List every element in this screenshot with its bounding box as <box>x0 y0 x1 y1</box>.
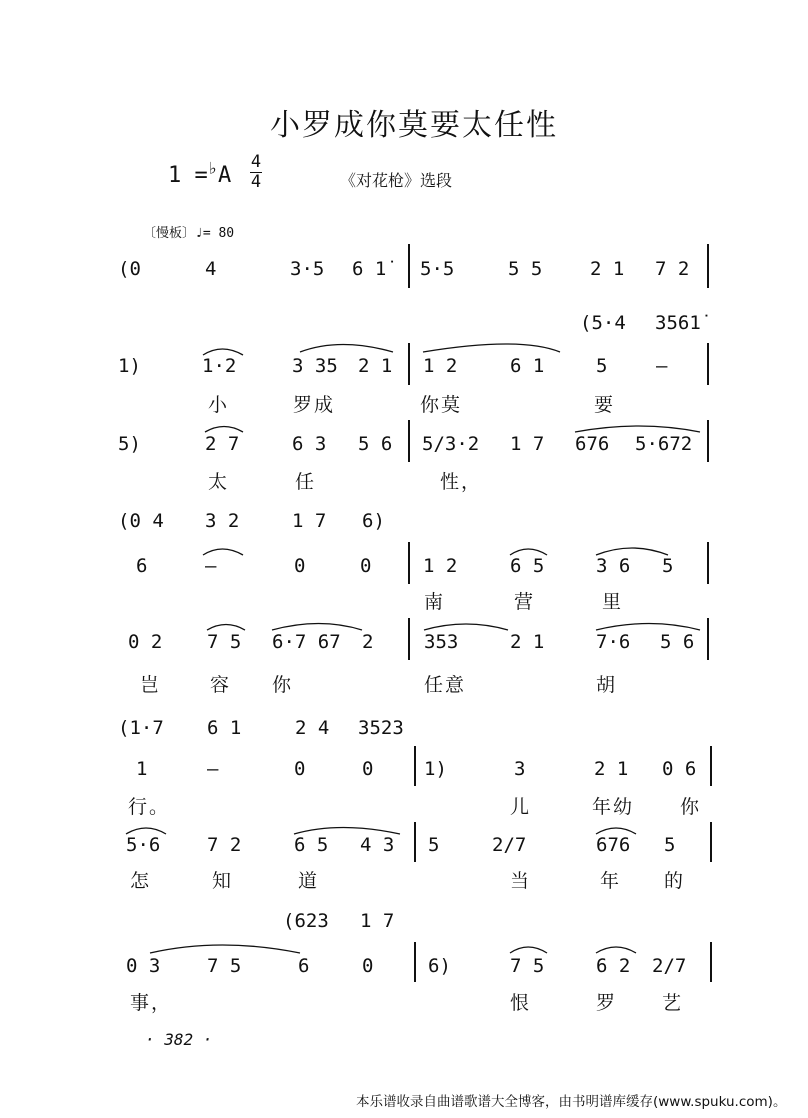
note: 2 1 <box>590 258 625 280</box>
note: 2/7 <box>492 834 527 856</box>
lyric: 营 <box>514 591 536 613</box>
note: 6·7 67 <box>272 631 341 653</box>
key-tonic: A <box>218 163 232 188</box>
lyric: 恨 <box>510 992 532 1014</box>
lyric: 道 <box>298 870 320 892</box>
note: 0 <box>294 758 306 780</box>
note: 6 1 <box>207 717 242 739</box>
note: 1·2 <box>202 355 237 377</box>
lyric: 儿 <box>510 796 532 818</box>
note: 3 <box>514 758 526 780</box>
page-title: 小罗成你莫要太任性 <box>270 108 558 143</box>
note: 0 2 <box>128 631 163 653</box>
note: 353 <box>424 631 459 653</box>
note: 676 <box>575 433 610 455</box>
lyric: 你 <box>272 674 294 696</box>
lyric: 当 <box>510 870 532 892</box>
lyric: 年 <box>600 870 622 892</box>
note: 5 <box>428 834 440 856</box>
lyric: 岂 <box>140 674 162 696</box>
note: 7 5 <box>207 955 242 977</box>
note: 3·5 <box>290 258 325 280</box>
time-bottom: 4 <box>250 172 262 192</box>
note: 6 1 <box>510 355 545 377</box>
note: 5 <box>664 834 676 856</box>
lyric: 事， <box>130 992 173 1014</box>
note: 1 <box>136 758 148 780</box>
note: 5 <box>596 355 608 377</box>
note: (5·4 <box>580 312 626 334</box>
note: 7·6 <box>596 631 631 653</box>
lyric: 艺 <box>662 992 684 1014</box>
lyric: 任意 <box>424 674 467 696</box>
note: 6 <box>136 555 148 577</box>
note: 7 2 <box>207 834 242 856</box>
note: 5 <box>662 555 674 577</box>
note: 6) <box>428 955 451 977</box>
lyric: 太 <box>208 471 230 493</box>
note: 3523 <box>358 717 404 739</box>
note: 2 1 <box>510 631 545 653</box>
note: 3561̇ <box>655 312 701 334</box>
lyric: 任 <box>295 471 317 493</box>
note: 0 <box>360 555 372 577</box>
note: 3 35 <box>292 355 338 377</box>
note: 4 <box>205 258 217 280</box>
note: (0 4 <box>118 510 164 532</box>
lyric: 南 <box>424 591 446 613</box>
note: — <box>205 555 217 577</box>
note: 2 1 <box>358 355 393 377</box>
flat-sign: ♭ <box>207 159 218 179</box>
note: (0 <box>118 258 141 280</box>
note: 0 <box>362 955 374 977</box>
note: 0 6 <box>662 758 697 780</box>
note: 6 5 <box>510 555 545 577</box>
key-prefix: 1 = <box>168 163 208 188</box>
note: 0 <box>294 555 306 577</box>
note: — <box>207 758 219 780</box>
note: 5 5 <box>508 258 543 280</box>
note: 1) <box>118 355 141 377</box>
note: 0 <box>362 758 374 780</box>
lyric: 里 <box>602 591 624 613</box>
note: 3 6 <box>596 555 631 577</box>
footer-note: 本乐谱收录自曲谱歌谱大全博客，由书明谱库缓存(www.spuku.com)。 <box>356 1094 787 1110</box>
note: 6 5 <box>294 834 329 856</box>
note: 1) <box>424 758 447 780</box>
note: 1 7 <box>360 910 395 932</box>
tempo-marking: 〔慢板〕♩= 80 <box>143 226 235 241</box>
note: 5 6 <box>358 433 393 455</box>
lyric: 罗 <box>596 992 618 1014</box>
lyric: 知 <box>212 870 234 892</box>
note: (623 <box>283 910 329 932</box>
note: 1 7 <box>510 433 545 455</box>
note: 0 3 <box>126 955 161 977</box>
lyric: 的 <box>664 870 686 892</box>
page-number: · 382 · <box>145 1030 213 1049</box>
note: 6 3 <box>292 433 327 455</box>
note: 6) <box>362 510 385 532</box>
lyric: 你 <box>680 796 702 818</box>
lyric: 容 <box>210 674 232 696</box>
lyric: 罗成 <box>293 394 336 416</box>
note: 6 1̇ <box>352 258 387 280</box>
lyric: 性， <box>440 471 483 493</box>
note: 6 <box>298 955 310 977</box>
lyric: 要 <box>594 394 616 416</box>
source-label: 《对花枪》选段 <box>340 171 453 190</box>
time-top: 4 <box>250 152 262 172</box>
note: 5) <box>118 433 141 455</box>
note: 2/7 <box>652 955 687 977</box>
lyric: 行。 <box>128 796 171 818</box>
note: 5·5 <box>420 258 455 280</box>
lyric: 胡 <box>596 674 618 696</box>
note: 6 2 <box>596 955 631 977</box>
note: 3 2 <box>205 510 240 532</box>
note: 2 7 <box>205 433 240 455</box>
lyric: 怎 <box>130 870 152 892</box>
note: 5/3·2 <box>422 433 480 455</box>
lyric: 小 <box>208 394 230 416</box>
note: 7 5 <box>207 631 242 653</box>
lyric: 年幼 <box>592 796 635 818</box>
note: 4 3 <box>360 834 395 856</box>
note: 5 6 <box>660 631 695 653</box>
note: 7 2 <box>655 258 690 280</box>
note: — <box>656 355 668 377</box>
note: 5·672 <box>635 433 693 455</box>
note: 5·6 <box>126 834 161 856</box>
note: 2 <box>362 631 374 653</box>
note: 1 2 <box>423 555 458 577</box>
note: 1 2 <box>423 355 458 377</box>
lyric: 你莫 <box>420 394 463 416</box>
note: 7 5 <box>510 955 545 977</box>
note: 1 7 <box>292 510 327 532</box>
note: 2 1 <box>594 758 629 780</box>
note: 676 <box>596 834 631 856</box>
note: 2 4 <box>295 717 330 739</box>
note: (1·7 <box>118 717 164 739</box>
